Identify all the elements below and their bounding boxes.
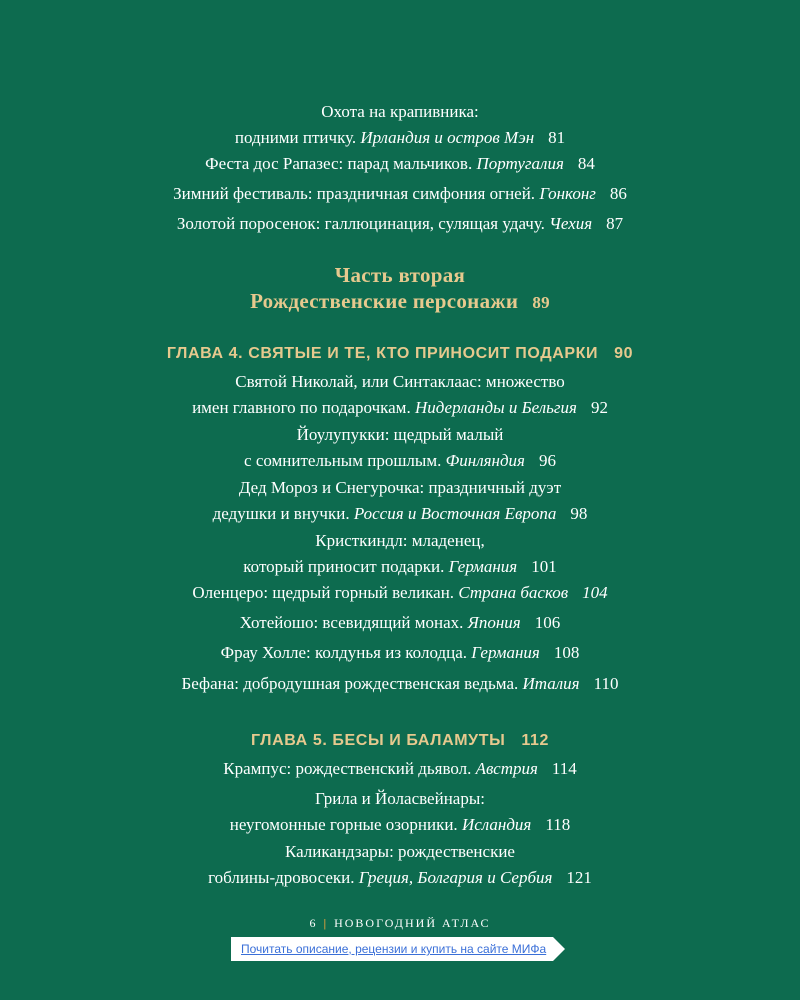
chapter-page-number: 112 bbox=[521, 732, 549, 749]
entry-page-number: 84 bbox=[577, 154, 595, 173]
entry-line: Йоулупукки: щедрый малый bbox=[296, 425, 504, 444]
entry-line: имен главного по подарочкам. bbox=[192, 398, 411, 417]
toc-entry-joulupukki bbox=[0, 422, 800, 474]
entry-country: Нидерланды и Бельгия bbox=[414, 398, 577, 417]
chapter-heading bbox=[0, 343, 800, 365]
entry-line: Крампус: рождественский дьявол. bbox=[223, 759, 472, 778]
page-footer bbox=[0, 915, 800, 931]
entry-country: Чехия bbox=[549, 214, 593, 233]
toc-entry-wren-hunt bbox=[0, 99, 800, 151]
toc-entry-ded-moroz bbox=[0, 475, 800, 527]
entry-country: Япония bbox=[467, 613, 521, 632]
entry-page-number: 110 bbox=[593, 674, 619, 693]
entry-line: неугомонные горные озорники. bbox=[229, 815, 458, 834]
part-page-number: 89 bbox=[532, 293, 550, 312]
toc-entry-saint-nicholas bbox=[0, 369, 800, 421]
entry-page-number: 114 bbox=[551, 759, 577, 778]
buy-link-banner[interactable] bbox=[231, 937, 565, 961]
entry-line: Зимний фестиваль: праздничная симфония огней. bbox=[173, 184, 536, 203]
part-heading bbox=[0, 262, 800, 316]
entry-page-number: 121 bbox=[566, 868, 592, 887]
entry-country: Ирландия и остров Мэн bbox=[360, 128, 535, 147]
chapter-page-number: 90 bbox=[614, 345, 634, 362]
entry-page-number: 87 bbox=[606, 214, 624, 233]
entry-country: Германия bbox=[448, 557, 518, 576]
entry-line: Феста дос Рапазес: парад мальчиков. bbox=[205, 154, 473, 173]
toc-entry-festa bbox=[0, 151, 800, 177]
entry-country: Германия bbox=[471, 643, 540, 662]
chapter-title: ГЛАВА 4. СВЯТЫЕ И ТЕ, КТО ПРИНОСИТ ПОДАРКИ bbox=[166, 345, 599, 362]
entry-page-number: 92 bbox=[590, 398, 608, 417]
entry-page-number: 118 bbox=[545, 815, 571, 834]
entry-line: Оленцеро: щедрый горный великан. bbox=[192, 583, 455, 602]
entry-line: Кристкиндл: младенец, bbox=[315, 531, 485, 550]
entry-line: дедушки и внучки. bbox=[212, 504, 350, 523]
toc-entry-golden-pig bbox=[0, 211, 800, 237]
footer-page-number: 6 bbox=[309, 916, 318, 930]
buy-link[interactable]: Почитать описание, рецензии и купить на сайте МИФа bbox=[241, 942, 547, 956]
chapter-title: ГЛАВА 5. БЕСЫ И БАЛАМУТЫ bbox=[251, 732, 506, 749]
entry-line: подними птичку. bbox=[234, 128, 357, 147]
footer-book-title: НОВОГОДНИЙ АТЛАС bbox=[334, 916, 491, 930]
entry-line: с сомнительным прошлым. bbox=[244, 451, 442, 470]
entry-country: Австрия bbox=[475, 759, 538, 778]
entry-page-number: 101 bbox=[531, 557, 557, 576]
entry-line: Дед Мороз и Снегурочка: праздничный дуэт bbox=[238, 478, 562, 497]
entry-line: Святой Николай, или Синтаклаас: множество bbox=[235, 372, 565, 391]
entry-page-number: 98 bbox=[570, 504, 588, 523]
entry-line: Грила и Йоласвейнары: bbox=[315, 789, 485, 808]
part-title: Рождественские персонажи bbox=[250, 289, 519, 313]
toc-entry-christkindl bbox=[0, 528, 800, 580]
chapter-heading bbox=[0, 730, 800, 752]
entry-page-number: 108 bbox=[553, 643, 580, 662]
entry-line: гоблины-дровосеки. bbox=[208, 868, 355, 887]
entry-country: Италия bbox=[522, 674, 580, 693]
entry-country: Гонконг bbox=[539, 184, 596, 203]
entry-page-number: 104 bbox=[582, 583, 608, 602]
entry-country: Португалия bbox=[476, 154, 564, 173]
part-label: Часть вторая bbox=[334, 263, 466, 287]
entry-country: Греция, Болгария и Сербия bbox=[358, 868, 553, 887]
entry-page-number: 86 bbox=[609, 184, 627, 203]
entry-country: Финляндия bbox=[445, 451, 525, 470]
entry-page-number: 106 bbox=[534, 613, 561, 632]
toc-entry-winter-festival bbox=[0, 181, 800, 207]
entry-line: который приносит подарки. bbox=[243, 557, 445, 576]
toc-entry-frau-holle bbox=[0, 640, 800, 666]
entry-line: Фрау Холле: колдунья из колодца. bbox=[220, 643, 467, 662]
toc-entry-befana bbox=[0, 671, 800, 697]
entry-line: Золотой поросенок: галлюцинация, сулящая удачу. bbox=[176, 214, 545, 233]
toc-entry-olentzero bbox=[0, 580, 800, 606]
toc-entry-gryla bbox=[0, 786, 800, 838]
entry-line: Бефана: добродушная рождественская ведьма. bbox=[181, 674, 519, 693]
toc-entry-kallikantzaroi bbox=[0, 839, 800, 891]
toc-entry-hoteiosho bbox=[0, 610, 800, 636]
entry-country: Исландия bbox=[461, 815, 532, 834]
entry-line: Каликандзары: рождественские bbox=[285, 842, 515, 861]
entry-country: Россия и Восточная Европа bbox=[353, 504, 557, 523]
toc-entry-krampus bbox=[0, 756, 800, 782]
entry-page-number: 81 bbox=[548, 128, 566, 147]
footer-separator: | bbox=[323, 916, 329, 930]
entry-line: Хотейошо: всевидящий монах. bbox=[239, 613, 464, 632]
entry-line: Охота на крапивника: bbox=[321, 102, 479, 121]
entry-country: Страна басков bbox=[458, 583, 569, 602]
entry-page-number: 96 bbox=[538, 451, 556, 470]
